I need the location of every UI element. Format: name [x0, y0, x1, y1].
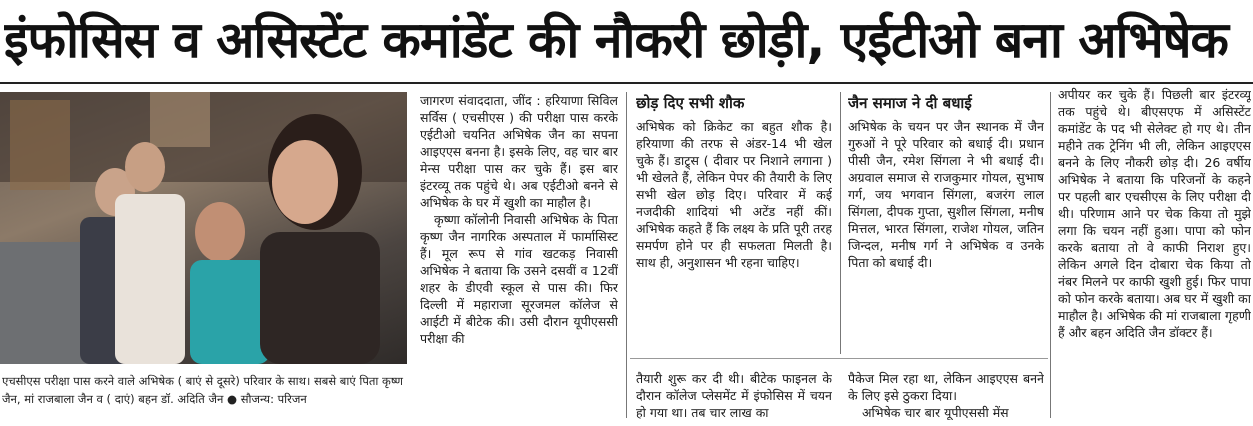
- column-3-continuation: [848, 370, 1044, 420]
- column-1: [420, 92, 618, 418]
- column-3: [848, 92, 1044, 354]
- column-1-paragraph: कृष्णा कॉलोनी निवासी अभिषेक के पिता कृष्ण जैन नागरिक अस्पताल में फार्मासिस्ट हैं। मूल रूप से गांव खटकड़ निवासी अभिषेक ने बताया कि उसने दसवीं व 12वीं शहर के डीएवी स्कूल से पास की। फिर दिल्ली में महाराजा सूरजमल कॉलेज से आईटी में बीटेक की। उसी दौरान यूपीएससी परीक्षा की: [420, 212, 618, 346]
- column-divider: [626, 92, 627, 418]
- column-4: [1058, 86, 1251, 420]
- section-heading: जैन समाज ने दी बधाई: [848, 94, 972, 112]
- column-divider: [1050, 92, 1051, 418]
- column-2-continuation-paragraph: तैयारी शुरू कर दी थी। बीटेक फाइनल के दौरान कॉलेज प्लेसमेंट में इंफोसिस में चयन हो गया था। तब चार लाख का: [636, 371, 832, 420]
- column-4-paragraph: अपीयर कर चुके हैं। पिछली बार इंटरव्यू तक पहुंचे थे। बीएसएफ में असिस्टेंट कमांडेंट के पद भी सेलेक्ट हो गए थे। तीन महीने तक ट्रेनिंग भी ली, लेकिन आइएएस बनने के लिए नौकरी छोड़ दी। 26 वर्षीय अभिषेक ने बताया कि परिजनों के कहने पर पहली बार एचसीएस के लिए परीक्षा दी थी। परिणाम आने पर चेक किया तो मुझे लगा कि चयन नहीं हुआ। पापा को फोन करके बताया तो वे काफी निराश हुए। लेकिन अगले दिन दोबारा चेक किया तो नंबर मिलने पर काफी खुशी हुई। फिर पापा को फोन करके बताया। अब घर में खुशी का माहौल है। अभिषेक की मां राजबाला गृहणी हैं और बहन अदिति जैन डॉक्टर हैं।: [1058, 87, 1251, 340]
- column-3-paragraph: अभिषेक के चयन पर जैन स्थानक में जैन गुरुओं ने पूरे परिवार को बधाई दी। प्रधान पीसी जैन, रमेश सिंगला ने भी बधाई दी। अग्रवाल समाज से राजकुमार गोयल, सुभाष गर्ग, जय भगवान सिंगला, बजरंग लाल सिंगला, दीपक गुप्ता, सुशील सिंगला, मनीष मित्तल, भारत सिंगला, राजेश गोयल, जतिन जिन्दल, मनीष गर्ग ने अभिषेक व उनके पिता को बधाई दी।: [848, 119, 1044, 270]
- column-2: [636, 92, 832, 354]
- column-2-continuation: [636, 370, 832, 420]
- family-photo: [0, 92, 407, 364]
- column-2-paragraph: अभिषेक को क्रिकेट का बहुत शौक है। हरियाणा की तरफ से अंडर-14 भी खेल चुके हैं। डाट्र्स ( दीवार पर निशाने लगाना ) भी खेलते हैं, लेकिन पेपर की तैयारी के लिए सभी खेल छोड़ दिए। परिवार में कई नजदीकी शादियां भी अटेंड नहीं कीं। अभिषेक कहते हैं कि लक्ष्य के प्रति पूरी तरह समर्पण होने पर ही सफलता मिलती है। साथ ही, अनुशासन भी रहना चाहिए।: [636, 119, 832, 270]
- column-divider: [840, 92, 841, 354]
- family-photo-illustration: [0, 92, 407, 364]
- headline-rule: [0, 82, 1253, 84]
- column-3-continuation-paragraph: पैकेज मिल रहा था, लेकिन आइएएस बनने के लिए इसे ठुकरा दिया।: [848, 371, 1044, 403]
- box-bottom-rule: [630, 358, 1048, 359]
- column-3-continuation-paragraph: अभिषेक चार बार यूपीएससी मेंस: [862, 405, 1009, 420]
- photo-caption: एचसीएस परीक्षा पास करने वाले अभिषेक ( बाएं से दूसरे) परिवार के साथ। सबसे बाएं पिता कृष्ण जैन, मां राजबाला जैन व ( दाएं) बहन डॉ. अदिति जैन ● सौजन्य: परिजन: [2, 374, 403, 406]
- headline: इंफोसिस व असिस्टेंट कमांडेंट की नौकरी छोड़ी, एईटीओ बना अभिषेक: [4, 11, 1228, 69]
- section-heading: छोड़ दिए सभी शौक: [636, 94, 745, 112]
- column-1-paragraph: जागरण संवाददाता, जींद : हरियाणा सिविल सर्विस ( एचसीएस ) की परीक्षा पास करके एईटीओ चयनित अभिषेक जैन का सपना आइएएस बनना है। इसके लिए, वह चार बार मेन्स परीक्षा पास कर चुके हैं। इस बार इंटरव्यू तक पहुंचे थे। अब एईटीओ बनने से अभिषेक के घर में खुशी का माहौल है।: [420, 93, 618, 210]
